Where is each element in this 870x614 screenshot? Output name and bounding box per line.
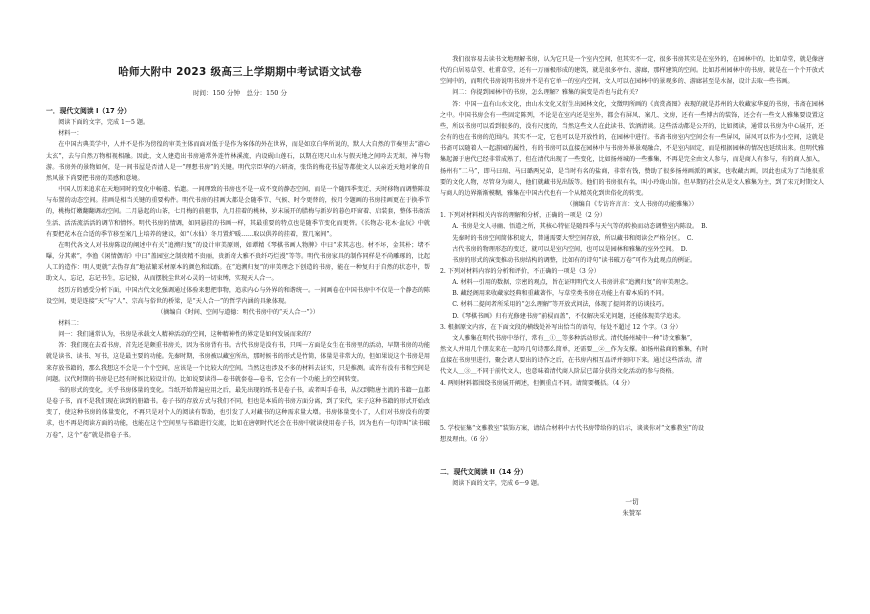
paragraph: 中国人历来追求在天地同时的变化中畅遣、怡遗。一间理致的书房也不是一成不变的静态空间，而是一个随四季变迁、天时移物而调整陈设与布置的动态空间。挂画是相当关键的重要构件。明代书房的挂画大都是会随季节、气候、时令更替的，按月令题画的书房挂画更在于换季节的，桃梅灯嫩翻翻调动空间。二月悬起的山茶，七月梅的前驱事，九月挂着的桃林，岁末展开的腊梅与新岁的暮色吓窗着、启装套，整体书斋活生活、活活流活活的调节和情怀。明代书房的情调，如同悬挂的书画一样，其最重要的特点也是随季节变化而更替。《长物志·花木·盆玩》中就有要把花木在合适的季节移至案几上培养的建议，如“（水仙）冬月置炉暖……取以供养的挂着，置几案间”。 bbox=[46, 186, 430, 238]
question-option: 书房的形式的演变推动书房结构的调整，比如有的诗句“读书破万卷”可作为此观点的例证。 bbox=[452, 256, 697, 264]
paragraph: 我们很容易去读书文地理解书房，认为它只是一个室内空间，但其实不一定，很多书房其实是在室外的，在园林中的，比如草堂，就是像唐代的白居易草堂、杜甫草堂，还有一万丽极形成的建筑，就是很多亭台、游廊，那样建筑的空间。比如苏州园林中的书房，就是在一个个开放式空间中的，而明代书房说明书房并不是有它单一的室内空间，文人可以在园林中的景观多的、游廊甚至是水湿，设计去取一些书画。 bbox=[440, 56, 824, 86]
fill-blank-line: 直接在书房里进行，聚会诸人要出的诗作之后，在书房内相互品评并刻印下来。通过这些活动，清 bbox=[440, 357, 703, 365]
paragraph: 在明代各文人对书房陈设的阐述中有关“追溯归复”的设计审美原则，如谭精《琴棋书画人物脾》中曰“求其志也。材不坏，金其朴；堵不曝，分其素”，李渔《闲情偶寄》中曰“盖园室之制贵精不贵丽，贵新奇大雅不贵纤巧烂漫”等等。明代书房家具的制作同样是不尚雕琢的，比起人工的造作：明人更就“去伪存真”地祛繁采材原本的颜色和纹路。在“追溯归复”的审美理念下创造的书房，能在一种复归于自然的状态中，帮助文人，忘记，忘记书生，忘记彼，从而摆脱尘世对心灵的一切束缚，实现天人合一。 bbox=[46, 241, 430, 283]
question-option: C. 材料二提问者所采用的“怎么理解”等开放式问法，体现了提问者的访谈技巧。 bbox=[452, 301, 668, 309]
article-author: 朱赞军 bbox=[622, 510, 642, 518]
paragraph: 问一：我们通常认为，书房是承载文人精神活动的空间，这种精神性的界定是如何发展而来的？ bbox=[58, 331, 315, 339]
material2-label: 材料二： bbox=[58, 319, 83, 327]
question-5-cont: 想及理由。（6 分） bbox=[440, 435, 492, 443]
source-citation: （摘编自《专访许言言：文人书房的功能雅集》） bbox=[566, 201, 698, 209]
paragraph: 问二：你提到园林中的书房，怎么理解？雅集的演变是否也与此有关？ bbox=[452, 89, 642, 97]
question-option: 先秦时的书房空间简体积庞大，普通需要大型空间存放，所以藏书和阅读会严格分区。 C. bbox=[452, 234, 694, 242]
question-option: A. 材料一引用的数据，宗密的观点，旨在证明明代文人书房讲求“追溯归复”的审美理念。 bbox=[452, 279, 693, 287]
question-4: 4. 两则材料都围绕书房展开阐述，但侧重点不同。请简要概括。（4 分） bbox=[440, 379, 634, 387]
right-column bbox=[440, 54, 824, 520]
question-option: D.《琴棋书画》归有光修建书房“前棂而盖”，不仅解决采光问题，还能体现美学追求。 bbox=[452, 312, 685, 320]
paragraph: 答：我们现在去看书房，首先还是颇重书房关，因为书房背有书。古代书房是没有书，只叫一方面是女生在书房里的活动，早期书房的功能就是读书、读书、写书，这是最主要的功能。先秦时期，书房被以藏室所出，那时候书的形式是竹简，体量是非常大的，但如果说这个书房是用来存放书籍的，那么我想这不会是一个个空间，应该是一个比较大的空间。当然这也涉及不多的材料去证实，只是推测。或许有没有书和空间是问题。汉代时期的书房是已经有时候比较设计的。比如说要读得—卷书就套卷—卷书，它会有一个功能上的空间转变。 bbox=[46, 342, 430, 383]
question-option: B. 藏经阁用来收藏家经典和重藏著作，与草堂类书房在功能上有着本质的不同。 bbox=[452, 290, 668, 298]
fill-blank-line: 然文人并用几个朋友来在一起吟几句诗那么简单，还需要＿②＿作为支撑。如扬州盐商的雅集，有时 bbox=[440, 346, 709, 354]
article-title: 一切 bbox=[625, 498, 639, 507]
source-citation: （摘编自《时间、空间与道德：明代书房中的“天人合一”》） bbox=[157, 308, 319, 316]
question-3: 3. 根据原文内容，在下面文段的横线处补写出恰当的语句，每处不超过 12 个字。（3 分） bbox=[440, 323, 682, 331]
question-2: 2. 下列对材料内容的分析和评价，不正确的一项是（3 分） bbox=[440, 267, 600, 275]
exam-meta: 时间：150 分钟 总分：150 分 bbox=[193, 89, 287, 97]
material1-label: 材料一： bbox=[58, 130, 83, 138]
question-option: 古代书房的物理形态的变迁，就可以是室内空间，也可以是园林和雅集的室外空间。 D. bbox=[452, 245, 688, 253]
section2-heading: 二．现代文阅读 II（14 分） bbox=[440, 468, 528, 476]
paragraph: 经历方的感受分析下面，中国古代文化强调通过体验来想把事物，追求内心与外界的和谐统一。一间画卷在中国书房中不仅是一个静态的陈设空间，更是连接“天”与“人”、宗高与俗世的桥梁，是“天人合一”的哲学内涵的具象体现。 bbox=[46, 286, 430, 305]
paragraph: 书的形式的变化，关乎书房体量的变化。当纸开始普遍应用之后，最先出现的纸书是卷子书，或者叫手卷书，从汉到隋唐主流的书籍一直都是卷子书，而不是我们现在读到的册籍书。卷子书的存放方式与我们不同，但也是本质的书房方面分离，到了宋代，宋子这种书籍的形式开始改变了，使这种书房的体量变化，不再只是对个人的阅读有帮助，也引发了人对藏书的这种需求量大增。书房体量变小了，人们对书房没有的要求，也不再是阅读方面的功能，也能在这个空间里与书籍进行交流，比如在唐朝时代还会在书房中就读使用卷子书，因为也有一句诗叫“读书破万卷”，这个“卷”就是指卷子书。 bbox=[46, 386, 430, 439]
instruction-text: 阅读下面的文字，完成 6～9 题。 bbox=[452, 480, 544, 488]
paragraph: 答：中国一直有山水文化，由山水文化又衍生出园林文化，文徵明所画的《真赏斋图》表现的就是苏州的大收藏家华夏的书房，书斋在园林之中。中国书房会有一些固定陈列，不论是在室内还是室外，都会有屏风、案几、文房，还有一些博古的装饰，还会有一些文人雅集要设置这些，所以书房可以看到很多的，没有尺度的，当然这些文人在此读书、饮酒清谈。这些活动都是公开的，比如阅读，通常以书房为中心展开，还会有的也在书房的范围内。其实不一定，它也可以是开放性的，在园林中进行。书斋书房室内空间会有一些屏风，屏风可以作为小空间，这就是书斋可以随着人一起游园的属性，有的书房可以直接在园林中与书房外界景观融合，不是室内固定，而是根据园林的情况也延续出来。但明代雅集起源于唐代已经非常成熟了，但在清代出现了一些变化，比如扬州城的一些雅集，不再是完全由文人参与，而是商人有参与，有的商人加入，扬州有“二马”，即马曰琯、马曰璐两兄弟，是当时有名的盐商，非常有钱，赞助了很多扬州画派的画家，也收藏古画，因此也成为了当地很重要的文化人物，尽管身为商人，他们就藏书见出版等。他们的书房很有名，叫小玲珑山馆。但早期的社会从是文人雅集为主，到了宋元时期文人与商人的边界渐渐模糊，雅集在中国古代也有一个从精英化到世俗化的转变。 bbox=[440, 100, 824, 197]
question-5: 5. 学校征集“文雅教室”装饰方案，请结合材料中古代书房带给你的启示，谈谈你对“文雅教室”的设 bbox=[440, 424, 704, 432]
exam-title: 哈师大附中 2023 级高三上学期期中考试语文试卷 bbox=[118, 66, 362, 78]
paragraph: 在中国古典美学中，人并不是作为傍徨的审美主体而面对低于是作为客体的外在世界，而是如京白华所说的，默人大自然的节奏里去“游心太玄”，去与自然万物相视相融。因此，文人建造出书房通常外连竹林溪流，内设砚山莲石，以期在咫尺山水与假天地之间吟去无垠，神与物游。书房外的景物如何，是一间书屋是否清人是一“理想书房”的关键。明代宗臣华的六研斋，张岱的梅花书屋等都使文人以亲近天地对象的自然风景下尚要把书房的美感和意境。 bbox=[46, 141, 430, 182]
fill-blank-line: 代文人＿③＿不同于前代文人，也意味着清代商人阶层已部分获得文化活动的参与资格。 bbox=[440, 368, 678, 376]
section1-heading: 一．现代文阅读 I（17 分） bbox=[46, 107, 131, 115]
left-column bbox=[46, 106, 430, 441]
question-1: 1. 下列对材料相关内容的理解和分析，正确的一项是（2 分） bbox=[440, 212, 606, 220]
question-option: A. 书房是文人寻幽、悟道之所，其核心特征是随四季与天气等的转换而动态调整室内陈设。 B. bbox=[452, 223, 708, 231]
fill-blank-line: 文人雅集在明代书房中举行，常有＿①＿等多种活动形式。清代扬州城中一种“诗文雅集”， bbox=[452, 334, 697, 342]
instruction-text: 阅读下面的文字，完成 1～5 题。 bbox=[58, 119, 150, 127]
